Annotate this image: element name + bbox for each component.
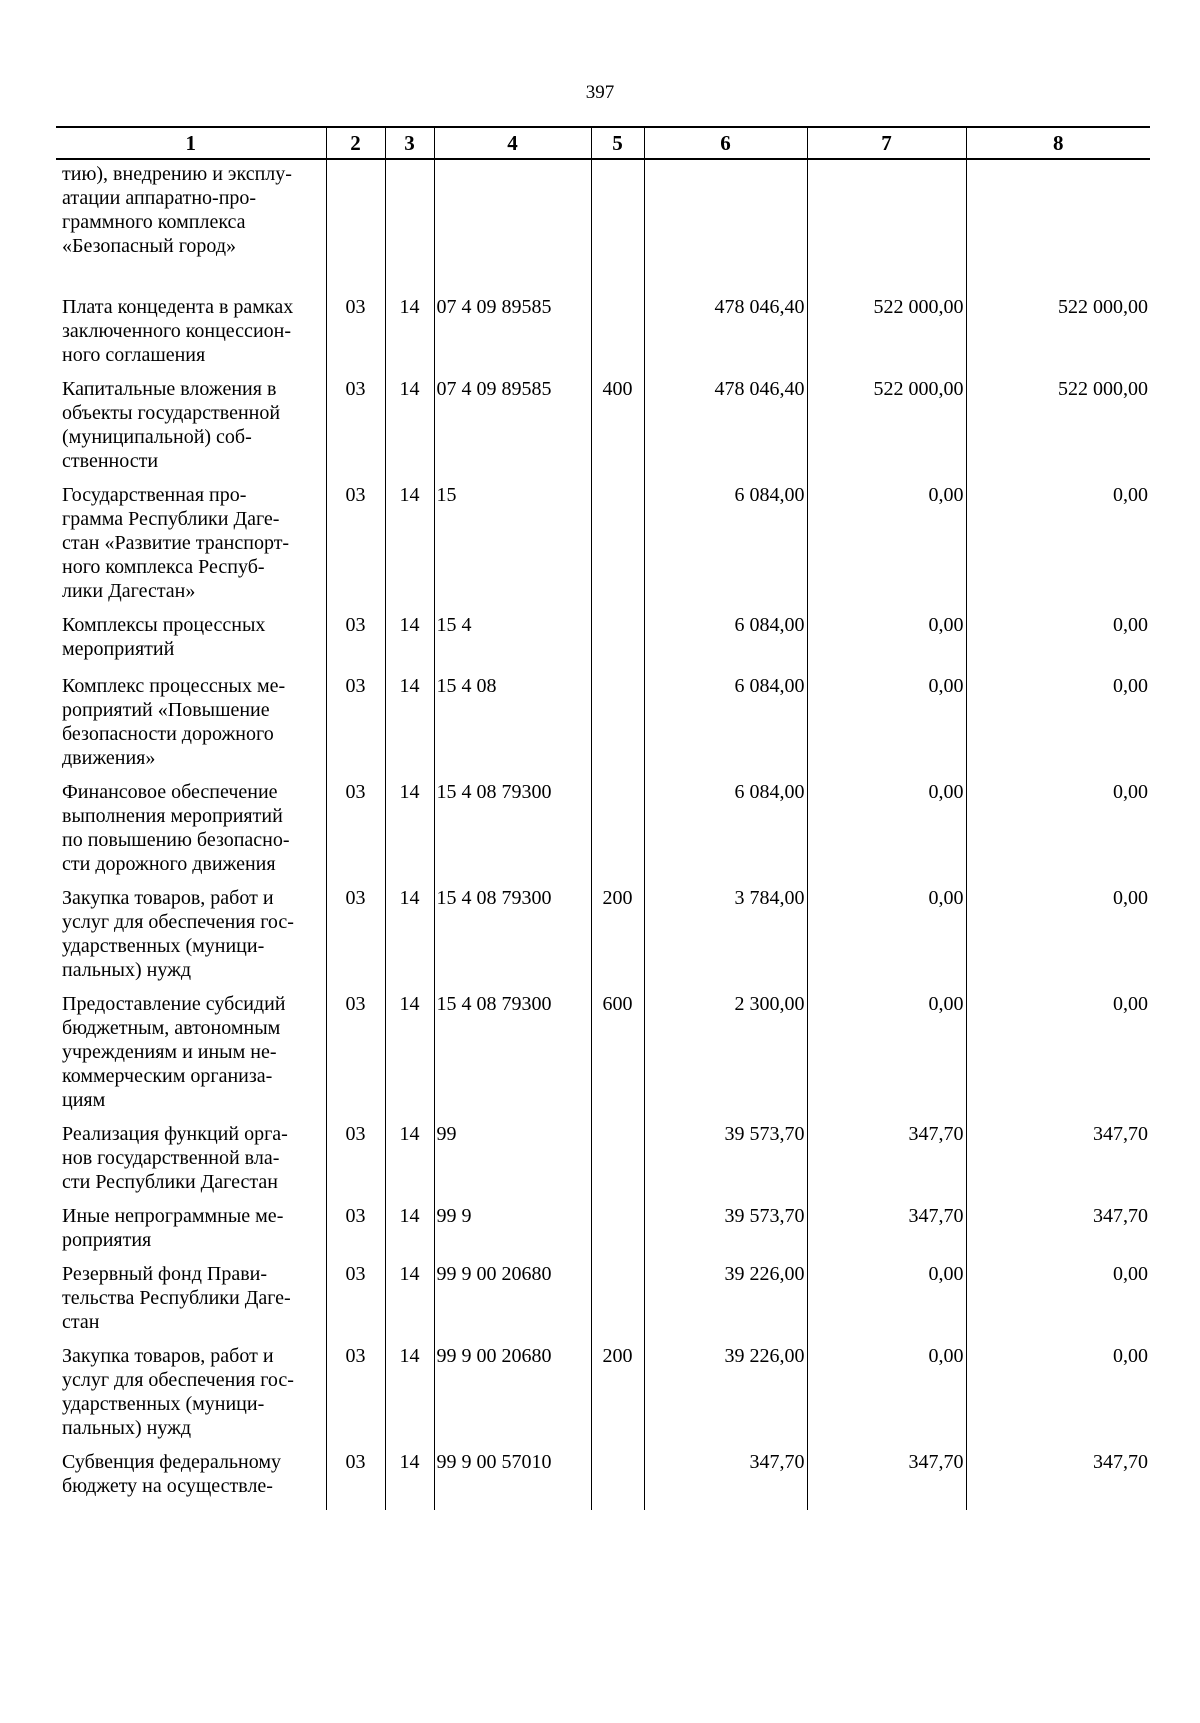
expense-type-code: [591, 285, 644, 367]
section-code: 03: [326, 982, 385, 1112]
column-header: 3: [385, 127, 434, 159]
amount-year-1: 39 226,00: [644, 1334, 807, 1440]
expense-type-code: 200: [591, 876, 644, 982]
amount-year-1: 478 046,40: [644, 285, 807, 367]
amount-year-3: 0,00: [966, 473, 1150, 603]
expense-type-code: [591, 159, 644, 285]
page-number: 397: [585, 82, 615, 103]
target-article-code: 15: [434, 473, 591, 603]
item-name: Предоставление субсидий бюджетным, автономным учреждениям и иным не- коммерческим организа- циям: [56, 982, 326, 1112]
subsection-code: 14: [385, 367, 434, 473]
amount-year-1: 6 084,00: [644, 473, 807, 603]
amount-year-2: 522 000,00: [807, 285, 966, 367]
expense-type-code: 400: [591, 367, 644, 473]
subsection-code: 14: [385, 1252, 434, 1334]
amount-year-2: 0,00: [807, 1334, 966, 1440]
subsection-code: 14: [385, 285, 434, 367]
table-row: [56, 1252, 1150, 1334]
item-name: Закупка товаров, работ и услуг для обеспечения гос- ударственных (муници- пальных) нужд: [56, 876, 326, 982]
section-code: [326, 159, 385, 285]
table-row: [56, 1112, 1150, 1194]
table-row: [56, 876, 1150, 982]
amount-year-1: 2 300,00: [644, 982, 807, 1112]
subsection-code: 14: [385, 473, 434, 603]
item-name: тию), внедрению и эксплу- атации аппаратно-про- граммного комплекса «Безопасный город»: [56, 159, 326, 285]
header-row: [56, 127, 1150, 159]
table-row: [56, 159, 1150, 285]
item-name: Резервный фонд Прави- тельства Республики Даге- стан: [56, 1252, 326, 1334]
table-row: [56, 1334, 1150, 1440]
table-row: [56, 473, 1150, 603]
amount-year-1: [644, 159, 807, 285]
amount-year-3: 0,00: [966, 1334, 1150, 1440]
column-header: 2: [326, 127, 385, 159]
table-body: [56, 159, 1150, 1510]
subsection-code: 14: [385, 1440, 434, 1510]
item-name: Комплексы процессных мероприятий: [56, 603, 326, 664]
section-code: 03: [326, 1252, 385, 1334]
target-article-code: 99 9 00 20680: [434, 1334, 591, 1440]
subsection-code: 14: [385, 1112, 434, 1194]
amount-year-2: 0,00: [807, 1252, 966, 1334]
table-row: [56, 367, 1150, 473]
item-name: Субвенция федеральному бюджету на осуществле-: [56, 1440, 326, 1510]
item-name: Иные непрограммные ме- роприятия: [56, 1194, 326, 1252]
table-row: [56, 603, 1150, 664]
table-row: [56, 285, 1150, 367]
column-header: 4: [434, 127, 591, 159]
amount-year-3: 522 000,00: [966, 285, 1150, 367]
target-article-code: [434, 159, 591, 285]
amount-year-2: 347,70: [807, 1440, 966, 1510]
expense-type-code: [591, 664, 644, 770]
column-header: 6: [644, 127, 807, 159]
amount-year-3: 347,70: [966, 1440, 1150, 1510]
amount-year-3: [966, 159, 1150, 285]
amount-year-1: 39 226,00: [644, 1252, 807, 1334]
target-article-code: 99 9: [434, 1194, 591, 1252]
column-header: 5: [591, 127, 644, 159]
section-code: 03: [326, 367, 385, 473]
amount-year-1: 3 784,00: [644, 876, 807, 982]
subsection-code: 14: [385, 664, 434, 770]
section-code: 03: [326, 1440, 385, 1510]
section-code: 03: [326, 1112, 385, 1194]
amount-year-2: [807, 159, 966, 285]
target-article-code: 07 4 09 89585: [434, 367, 591, 473]
subsection-code: 14: [385, 1194, 434, 1252]
subsection-code: 14: [385, 603, 434, 664]
amount-year-3: 0,00: [966, 982, 1150, 1112]
section-code: 03: [326, 664, 385, 770]
section-code: 03: [326, 876, 385, 982]
amount-year-2: 0,00: [807, 876, 966, 982]
expense-type-code: 200: [591, 1334, 644, 1440]
item-name: Плата концедента в рамках заключенного концессион- ного соглашения: [56, 285, 326, 367]
amount-year-1: 347,70: [644, 1440, 807, 1510]
amount-year-3: 0,00: [966, 1252, 1150, 1334]
target-article-code: 15 4 08 79300: [434, 982, 591, 1112]
amount-year-2: 347,70: [807, 1112, 966, 1194]
target-article-code: 15 4 08 79300: [434, 876, 591, 982]
subsection-code: 14: [385, 876, 434, 982]
target-article-code: 07 4 09 89585: [434, 285, 591, 367]
target-article-code: 99 9 00 20680: [434, 1252, 591, 1334]
subsection-code: 14: [385, 982, 434, 1112]
amount-year-2: 0,00: [807, 664, 966, 770]
amount-year-3: 0,00: [966, 603, 1150, 664]
expense-type-code: 600: [591, 982, 644, 1112]
subsection-code: 14: [385, 1334, 434, 1440]
amount-year-2: 0,00: [807, 473, 966, 603]
table-row: [56, 982, 1150, 1112]
target-article-code: 15 4 08: [434, 664, 591, 770]
amount-year-1: 39 573,70: [644, 1194, 807, 1252]
item-name: Реализация функций орга- нов государственной вла- сти Республики Дагестан: [56, 1112, 326, 1194]
amount-year-3: 347,70: [966, 1194, 1150, 1252]
target-article-code: 15 4: [434, 603, 591, 664]
amount-year-1: 6 084,00: [644, 770, 807, 876]
column-header: 7: [807, 127, 966, 159]
section-code: 03: [326, 770, 385, 876]
item-name: Закупка товаров, работ и услуг для обеспечения гос- ударственных (муници- пальных) нужд: [56, 1334, 326, 1440]
item-name: Капитальные вложения в объекты государственной (муниципальной) соб- ственности: [56, 367, 326, 473]
table-row: [56, 664, 1150, 770]
amount-year-1: 6 084,00: [644, 603, 807, 664]
section-code: 03: [326, 473, 385, 603]
section-code: 03: [326, 1194, 385, 1252]
subsection-code: [385, 159, 434, 285]
expense-type-code: [591, 1252, 644, 1334]
table-row: [56, 770, 1150, 876]
section-code: 03: [326, 1334, 385, 1440]
amount-year-2: 0,00: [807, 603, 966, 664]
amount-year-3: 0,00: [966, 876, 1150, 982]
expense-type-code: [591, 603, 644, 664]
expense-type-code: [591, 473, 644, 603]
target-article-code: 99: [434, 1112, 591, 1194]
target-article-code: 99 9 00 57010: [434, 1440, 591, 1510]
amount-year-2: 0,00: [807, 770, 966, 876]
expense-type-code: [591, 770, 644, 876]
table-row: [56, 1194, 1150, 1252]
expense-type-code: [591, 1194, 644, 1252]
column-header: 8: [966, 127, 1150, 159]
subsection-code: 14: [385, 770, 434, 876]
amount-year-1: 6 084,00: [644, 664, 807, 770]
amount-year-1: 39 573,70: [644, 1112, 807, 1194]
table-row: [56, 1440, 1150, 1510]
target-article-code: 15 4 08 79300: [434, 770, 591, 876]
amount-year-2: 522 000,00: [807, 367, 966, 473]
section-code: 03: [326, 603, 385, 664]
item-name: Комплекс процессных ме- роприятий «Повышение безопасности дорожного движения»: [56, 664, 326, 770]
column-header: 1: [56, 127, 326, 159]
amount-year-3: 522 000,00: [966, 367, 1150, 473]
amount-year-3: 0,00: [966, 770, 1150, 876]
amount-year-3: 347,70: [966, 1112, 1150, 1194]
amount-year-2: 0,00: [807, 982, 966, 1112]
section-code: 03: [326, 285, 385, 367]
item-name: Государственная про- грамма Республики Даге- стан «Развитие транспорт- ного комплекса Респуб- лики Дагестан»: [56, 473, 326, 603]
amount-year-2: 347,70: [807, 1194, 966, 1252]
budget-table: [56, 126, 1150, 1510]
item-name: Финансовое обеспечение выполнения мероприятий по повышению безопасно- сти дорожного движения: [56, 770, 326, 876]
amount-year-3: 0,00: [966, 664, 1150, 770]
amount-year-1: 478 046,40: [644, 367, 807, 473]
expense-type-code: [591, 1440, 644, 1510]
expense-type-code: [591, 1112, 644, 1194]
